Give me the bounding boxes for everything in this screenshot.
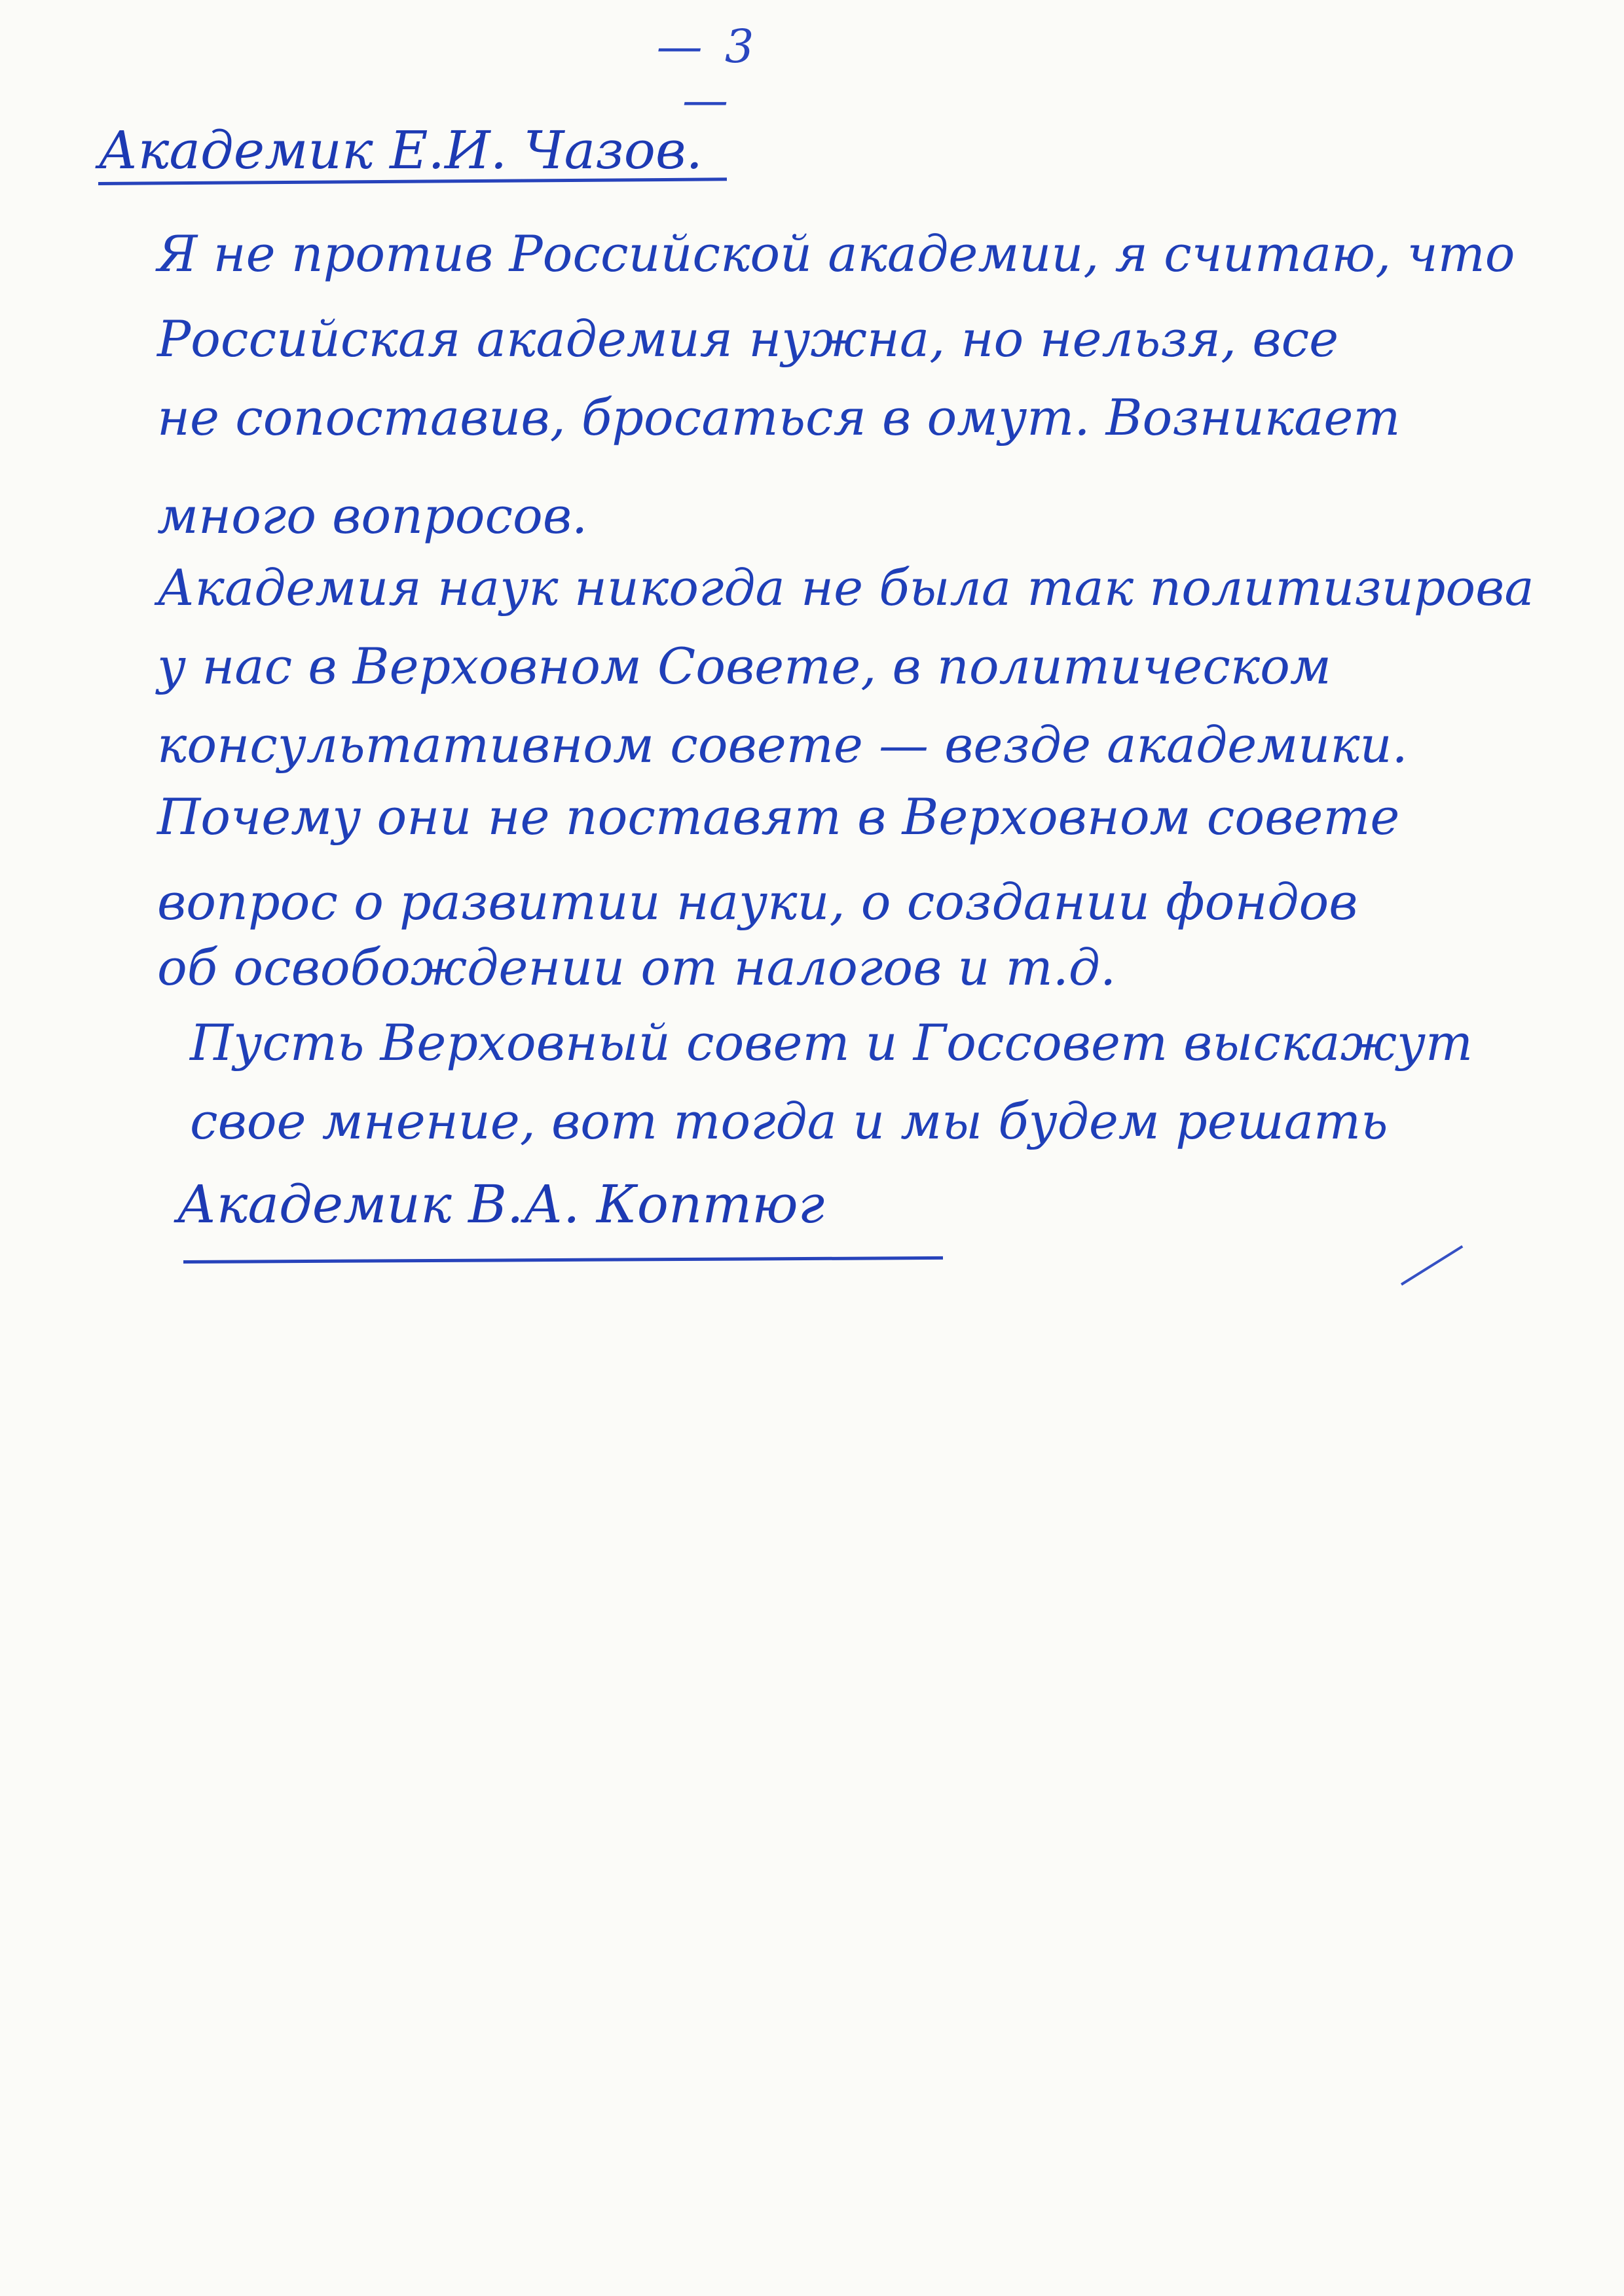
speaker-heading-koptyug: Академик В.А. Коптюг [177,1174,825,1235]
heading-underline [183,1256,943,1264]
text-line: Пусть Верховный совет и Госсовет выскажут [190,1013,1473,1072]
text-line: у нас в Верховном Совете, в политическом [157,637,1331,695]
text-line: Почему они не поставят в Верховном совете [157,788,1400,846]
text-line: Академия наук никогда не была так политизирова [157,558,1534,617]
text-line: вопрос о развитии науки, о создании фондов [157,873,1358,931]
text-line: консультативном совете — везде академики. [157,716,1408,774]
text-line: свое мнение, вот тогда и мы будем решать [190,1092,1388,1150]
text-line: не сопоставив, бросаться в омут. Возникает [157,388,1401,446]
text-line: много вопросов. [157,486,588,545]
text-line: Я не против Российской академии, я считаю, что [157,225,1515,283]
text-line: об освобождении от налогов и т.д. [157,938,1116,996]
pen-stroke-mark [1401,1245,1463,1286]
speaker-heading-chazov: Академик Е.И. Чазов. [98,120,703,181]
text-line: Российская академия нужна, но нельзя, все [157,310,1339,368]
page-number: — 3 — [656,20,758,127]
